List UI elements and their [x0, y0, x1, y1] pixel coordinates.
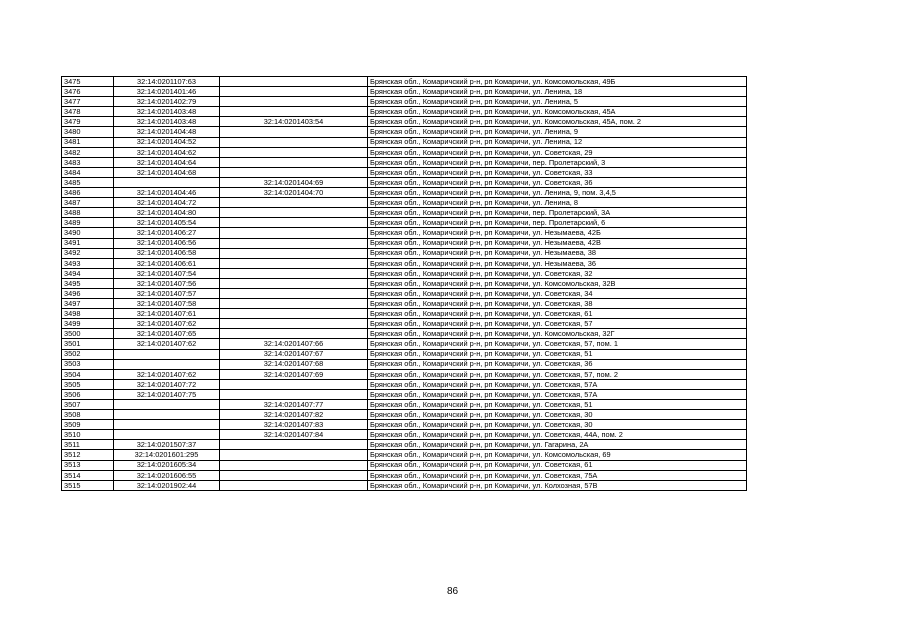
cadastral-number-cell: 32:14:0201404:46 — [114, 188, 220, 198]
address-cell: Брянская обл., Комаричский р-н, рп Комаричи, ул. Комсомольская, 45А — [368, 107, 747, 117]
page-number: 86 — [446, 586, 459, 597]
linked-cadastral-number-cell: 32:14:0201407:66 — [220, 339, 368, 349]
row-number-cell: 3496 — [62, 288, 114, 298]
table-row — [62, 430, 747, 440]
row-number-cell: 3508 — [62, 410, 114, 420]
table-row — [62, 349, 747, 359]
row-number-cell: 3504 — [62, 369, 114, 379]
table-row — [62, 299, 747, 309]
linked-cadastral-number-cell — [220, 460, 368, 470]
address-cell: Брянская обл., Комаричский р-н, рп Комаричи, ул. Незымаева, 38 — [368, 248, 747, 258]
address-cell: Брянская обл., Комаричский р-н, рп Комаричи, ул. Советская, 61 — [368, 309, 747, 319]
linked-cadastral-number-cell — [220, 97, 368, 107]
linked-cadastral-number-cell — [220, 167, 368, 177]
address-cell: Брянская обл., Комаричский р-н, рп Комаричи, ул. Незымаева, 42В — [368, 238, 747, 248]
cadastral-number-cell — [114, 349, 220, 359]
cadastral-number-cell — [114, 420, 220, 430]
linked-cadastral-number-cell — [220, 248, 368, 258]
table-row — [62, 400, 747, 410]
address-cell: Брянская обл., Комаричский р-н, рп Комаричи, ул. Комсомольская, 32В — [368, 278, 747, 288]
cadastral-number-cell — [114, 410, 220, 420]
row-number-cell: 3487 — [62, 198, 114, 208]
address-cell: Брянская обл., Комаричский р-н, рп Комаричи, ул. Советская, 38 — [368, 299, 747, 309]
address-cell: Брянская обл., Комаричский р-н, рп Комаричи, ул. Ленина, 12 — [368, 137, 747, 147]
table-row — [62, 97, 747, 107]
table-row — [62, 228, 747, 238]
address-cell: Брянская обл., Комаричский р-н, рп Комаричи, ул. Колхозная, 57В — [368, 480, 747, 490]
row-number-cell: 3490 — [62, 228, 114, 238]
cadastral-number-cell: 32:14:0201403:48 — [114, 107, 220, 117]
row-number-cell: 3514 — [62, 470, 114, 480]
cadastral-number-cell: 32:14:0201407:75 — [114, 389, 220, 399]
address-cell: Брянская обл., Комаричский р-н, рп Комаричи, ул. Советская, 61 — [368, 460, 747, 470]
table-row — [62, 167, 747, 177]
table-row — [62, 470, 747, 480]
address-cell: Брянская обл., Комаричский р-н, рп Комаричи, пер. Пролетарский, 3 — [368, 157, 747, 167]
row-number-cell: 3511 — [62, 440, 114, 450]
row-number-cell: 3480 — [62, 127, 114, 137]
cadastral-number-cell: 32:14:0201407:58 — [114, 299, 220, 309]
row-number-cell: 3491 — [62, 238, 114, 248]
row-number-cell: 3512 — [62, 450, 114, 460]
address-cell: Брянская обл., Комаричский р-н, рп Комаричи, ул. Советская, 30 — [368, 420, 747, 430]
cadastral-number-cell: 32:14:0201407:61 — [114, 309, 220, 319]
linked-cadastral-number-cell — [220, 147, 368, 157]
cadastral-number-cell: 32:14:0201406:58 — [114, 248, 220, 258]
cadastral-number-cell: 32:14:0201902:44 — [114, 480, 220, 490]
row-number-cell: 3500 — [62, 329, 114, 339]
address-cell: Брянская обл., Комаричский р-н, рп Комаричи, ул. Незымаева, 42Б — [368, 228, 747, 238]
address-cell: Брянская обл., Комаричский р-н, рп Комаричи, ул. Советская, 33 — [368, 167, 747, 177]
linked-cadastral-number-cell — [220, 238, 368, 248]
linked-cadastral-number-cell — [220, 389, 368, 399]
linked-cadastral-number-cell — [220, 299, 368, 309]
registry-table-body — [62, 77, 747, 491]
table-row — [62, 369, 747, 379]
row-number-cell: 3484 — [62, 167, 114, 177]
table-row — [62, 389, 747, 399]
table-row — [62, 87, 747, 97]
address-cell: Брянская обл., Комаричский р-н, рп Комаричи, ул. Ленина, 9, пом. 3,4,5 — [368, 188, 747, 198]
linked-cadastral-number-cell — [220, 379, 368, 389]
row-number-cell: 3486 — [62, 188, 114, 198]
linked-cadastral-number-cell: 32:14:0201407:69 — [220, 369, 368, 379]
address-cell: Брянская обл., Комаричский р-н, рп Комаричи, ул. Ленина, 8 — [368, 198, 747, 208]
address-cell: Брянская обл., Комаричский р-н, рп Комаричи, ул. Советская, 36 — [368, 177, 747, 187]
row-number-cell: 3501 — [62, 339, 114, 349]
row-number-cell: 3493 — [62, 258, 114, 268]
table-row — [62, 450, 747, 460]
row-number-cell: 3478 — [62, 107, 114, 117]
cadastral-number-cell: 32:14:0201407:62 — [114, 369, 220, 379]
cadastral-number-cell — [114, 400, 220, 410]
table-row — [62, 329, 747, 339]
address-cell: Брянская обл., Комаричский р-н, рп Комаричи, ул. Комсомольская, 32Г — [368, 329, 747, 339]
row-number-cell: 3485 — [62, 177, 114, 187]
linked-cadastral-number-cell — [220, 288, 368, 298]
address-cell: Брянская обл., Комаричский р-н, рп Комаричи, ул. Комсомольская, 49Б — [368, 77, 747, 87]
cadastral-number-cell: 32:14:0201404:64 — [114, 157, 220, 167]
table-row — [62, 248, 747, 258]
linked-cadastral-number-cell — [220, 319, 368, 329]
row-number-cell: 3482 — [62, 147, 114, 157]
address-cell: Брянская обл., Комаричский р-н, рп Комаричи, ул. Комсомольская, 69 — [368, 450, 747, 460]
table-row — [62, 278, 747, 288]
cadastral-number-cell: 32:14:0201407:72 — [114, 379, 220, 389]
address-cell: Брянская обл., Комаричский р-н, рп Комаричи, ул. Советская, 57, пом. 2 — [368, 369, 747, 379]
row-number-cell: 3495 — [62, 278, 114, 288]
table-row — [62, 127, 747, 137]
row-number-cell: 3499 — [62, 319, 114, 329]
table-row — [62, 258, 747, 268]
cadastral-number-cell: 32:14:0201406:61 — [114, 258, 220, 268]
cadastral-number-cell: 32:14:0201405:54 — [114, 218, 220, 228]
cadastral-number-cell: 32:14:0201406:27 — [114, 228, 220, 238]
address-cell: Брянская обл., Комаричский р-н, рп Комаричи, ул. Советская, 75А — [368, 470, 747, 480]
table-row — [62, 420, 747, 430]
address-cell: Брянская обл., Комаричский р-н, рп Комаричи, ул. Советская, 57А — [368, 389, 747, 399]
cadastral-number-cell: 32:14:0201404:48 — [114, 127, 220, 137]
row-number-cell: 3488 — [62, 208, 114, 218]
linked-cadastral-number-cell — [220, 329, 368, 339]
row-number-cell: 3509 — [62, 420, 114, 430]
table-row — [62, 218, 747, 228]
table-row — [62, 480, 747, 490]
registry-table — [61, 76, 747, 491]
address-cell: Брянская обл., Комаричский р-н, рп Комаричи, ул. Незымаева, 36 — [368, 258, 747, 268]
address-cell: Брянская обл., Комаричский р-н, рп Комаричи, ул. Советская, 30 — [368, 410, 747, 420]
linked-cadastral-number-cell — [220, 198, 368, 208]
row-number-cell: 3489 — [62, 218, 114, 228]
address-cell: Брянская обл., Комаричский р-н, рп Комаричи, пер. Пролетарский, 3А — [368, 208, 747, 218]
linked-cadastral-number-cell — [220, 137, 368, 147]
table-row — [62, 410, 747, 420]
linked-cadastral-number-cell — [220, 208, 368, 218]
address-cell: Брянская обл., Комаричский р-н, рп Комаричи, ул. Советская, 57А — [368, 379, 747, 389]
table-row — [62, 440, 747, 450]
row-number-cell: 3476 — [62, 87, 114, 97]
table-row — [62, 77, 747, 87]
linked-cadastral-number-cell: 32:14:0201407:67 — [220, 349, 368, 359]
cadastral-number-cell: 32:14:0201404:72 — [114, 198, 220, 208]
row-number-cell: 3475 — [62, 77, 114, 87]
linked-cadastral-number-cell — [220, 77, 368, 87]
table-row — [62, 198, 747, 208]
linked-cadastral-number-cell: 32:14:0201407:84 — [220, 430, 368, 440]
linked-cadastral-number-cell: 32:14:0201407:83 — [220, 420, 368, 430]
linked-cadastral-number-cell: 32:14:0201407:77 — [220, 400, 368, 410]
row-number-cell: 3510 — [62, 430, 114, 440]
row-number-cell: 3498 — [62, 309, 114, 319]
address-cell: Брянская обл., Комаричский р-н, рп Комаричи, ул. Советская, 51 — [368, 349, 747, 359]
table-row — [62, 319, 747, 329]
row-number-cell: 3492 — [62, 248, 114, 258]
linked-cadastral-number-cell: 32:14:0201404:69 — [220, 177, 368, 187]
table-row — [62, 460, 747, 470]
address-cell: Брянская обл., Комаричский р-н, рп Комаричи, ул. Комсомольская, 45А, пом. 2 — [368, 117, 747, 127]
address-cell: Брянская обл., Комаричский р-н, рп Комаричи, пер. Пролетарский, 6 — [368, 218, 747, 228]
table-row — [62, 107, 747, 117]
address-cell: Брянская обл., Комаричский р-н, рп Комаричи, ул. Советская, 36 — [368, 359, 747, 369]
cadastral-number-cell: 32:14:0201403:48 — [114, 117, 220, 127]
table-row — [62, 188, 747, 198]
row-number-cell: 3505 — [62, 379, 114, 389]
linked-cadastral-number-cell — [220, 127, 368, 137]
linked-cadastral-number-cell — [220, 87, 368, 97]
linked-cadastral-number-cell — [220, 450, 368, 460]
cadastral-number-cell: 32:14:0201404:62 — [114, 147, 220, 157]
cadastral-number-cell: 32:14:0201401:46 — [114, 87, 220, 97]
address-cell: Брянская обл., Комаричский р-н, рп Комаричи, ул. Советская, 34 — [368, 288, 747, 298]
row-number-cell: 3483 — [62, 157, 114, 167]
linked-cadastral-number-cell — [220, 258, 368, 268]
cadastral-number-cell: 32:14:0201407:57 — [114, 288, 220, 298]
cadastral-number-cell: 32:14:0201107:63 — [114, 77, 220, 87]
linked-cadastral-number-cell: 32:14:0201407:82 — [220, 410, 368, 420]
linked-cadastral-number-cell: 32:14:0201403:54 — [220, 117, 368, 127]
row-number-cell: 3513 — [62, 460, 114, 470]
cadastral-number-cell: 32:14:0201605:34 — [114, 460, 220, 470]
linked-cadastral-number-cell — [220, 440, 368, 450]
cadastral-number-cell: 32:14:0201407:56 — [114, 278, 220, 288]
cadastral-number-cell: 32:14:0201407:65 — [114, 329, 220, 339]
table-row — [62, 177, 747, 187]
cadastral-number-cell: 32:14:0201507:37 — [114, 440, 220, 450]
cadastral-number-cell — [114, 177, 220, 187]
linked-cadastral-number-cell — [220, 309, 368, 319]
linked-cadastral-number-cell — [220, 480, 368, 490]
address-cell: Брянская обл., Комаричский р-н, рп Комаричи, ул. Советская, 29 — [368, 147, 747, 157]
linked-cadastral-number-cell — [220, 278, 368, 288]
table-row — [62, 238, 747, 248]
linked-cadastral-number-cell — [220, 228, 368, 238]
row-number-cell: 3497 — [62, 299, 114, 309]
cadastral-number-cell: 32:14:0201404:52 — [114, 137, 220, 147]
linked-cadastral-number-cell: 32:14:0201407:68 — [220, 359, 368, 369]
address-cell: Брянская обл., Комаричский р-н, рп Комаричи, ул. Ленина, 5 — [368, 97, 747, 107]
table-row — [62, 147, 747, 157]
table-row — [62, 288, 747, 298]
row-number-cell: 3502 — [62, 349, 114, 359]
linked-cadastral-number-cell: 32:14:0201404:70 — [220, 188, 368, 198]
cadastral-number-cell: 32:14:0201406:56 — [114, 238, 220, 248]
row-number-cell: 3481 — [62, 137, 114, 147]
address-cell: Брянская обл., Комаричский р-н, рп Комаричи, ул. Гагарина, 2А — [368, 440, 747, 450]
row-number-cell: 3507 — [62, 400, 114, 410]
row-number-cell: 3494 — [62, 268, 114, 278]
linked-cadastral-number-cell — [220, 268, 368, 278]
table-row — [62, 309, 747, 319]
address-cell: Брянская обл., Комаричский р-н, рп Комаричи, ул. Советская, 51 — [368, 400, 747, 410]
table-row — [62, 117, 747, 127]
cadastral-number-cell: 32:14:0201402:79 — [114, 97, 220, 107]
cadastral-number-cell: 32:14:0201407:54 — [114, 268, 220, 278]
address-cell: Брянская обл., Комаричский р-н, рп Комаричи, ул. Советская, 32 — [368, 268, 747, 278]
linked-cadastral-number-cell — [220, 218, 368, 228]
cadastral-number-cell — [114, 359, 220, 369]
row-number-cell: 3477 — [62, 97, 114, 107]
linked-cadastral-number-cell — [220, 157, 368, 167]
table-row — [62, 379, 747, 389]
cadastral-number-cell: 32:14:0201407:62 — [114, 319, 220, 329]
cadastral-number-cell: 32:14:0201404:68 — [114, 167, 220, 177]
cadastral-number-cell: 32:14:0201404:80 — [114, 208, 220, 218]
cadastral-number-cell: 32:14:0201407:62 — [114, 339, 220, 349]
cadastral-number-cell: 32:14:0201606:55 — [114, 470, 220, 480]
row-number-cell: 3503 — [62, 359, 114, 369]
linked-cadastral-number-cell — [220, 107, 368, 117]
table-row — [62, 157, 747, 167]
cadastral-number-cell — [114, 430, 220, 440]
row-number-cell: 3506 — [62, 389, 114, 399]
row-number-cell: 3479 — [62, 117, 114, 127]
table-row — [62, 268, 747, 278]
address-cell: Брянская обл., Комаричский р-н, рп Комаричи, ул. Советская, 44А, пом. 2 — [368, 430, 747, 440]
address-cell: Брянская обл., Комаричский р-н, рп Комаричи, ул. Советская, 57, пом. 1 — [368, 339, 747, 349]
row-number-cell: 3515 — [62, 480, 114, 490]
table-row — [62, 137, 747, 147]
table-row — [62, 339, 747, 349]
address-cell: Брянская обл., Комаричский р-н, рп Комаричи, ул. Советская, 57 — [368, 319, 747, 329]
linked-cadastral-number-cell — [220, 470, 368, 480]
address-cell: Брянская обл., Комаричский р-н, рп Комаричи, ул. Ленина, 9 — [368, 127, 747, 137]
address-cell: Брянская обл., Комаричский р-н, рп Комаричи, ул. Ленина, 18 — [368, 87, 747, 97]
table-row — [62, 359, 747, 369]
table-row — [62, 208, 747, 218]
cadastral-number-cell: 32:14:0201601:295 — [114, 450, 220, 460]
